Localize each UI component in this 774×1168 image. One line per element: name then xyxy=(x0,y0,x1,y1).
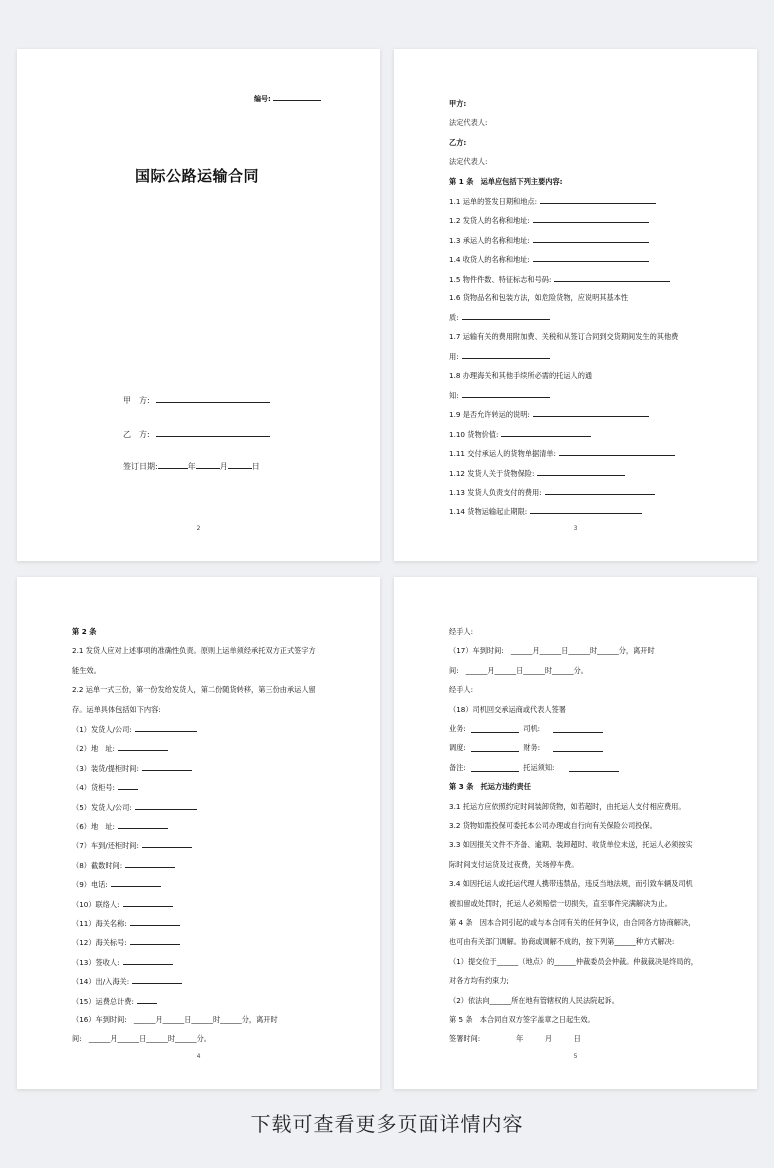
line-text: （4）货柜号: xyxy=(72,783,115,793)
contract-line xyxy=(449,448,675,458)
contract-line xyxy=(449,937,674,946)
fill-in-blank xyxy=(553,744,603,752)
contract-line xyxy=(449,724,540,733)
contract-line xyxy=(72,821,168,831)
line-text: （14）出/入海关: xyxy=(72,977,130,987)
fill-in-blank xyxy=(540,196,656,204)
contract-line xyxy=(72,840,192,850)
line-text: 1.11 交付承运人的货物单据清单: xyxy=(449,449,556,459)
contract-line xyxy=(449,487,655,497)
line-text: 间: ______月______日______时______分。 xyxy=(449,665,588,675)
line-text: 第 1 条 运单应包括下列主要内容: xyxy=(449,176,563,186)
contract-line xyxy=(449,390,550,400)
contract-line xyxy=(449,99,466,108)
line-text: 经手人: xyxy=(449,685,473,695)
contract-page-4 xyxy=(394,577,757,1089)
contract-line xyxy=(72,685,316,694)
fill-in-blank xyxy=(123,957,173,965)
line-text: （9）电话: xyxy=(72,880,108,890)
contract-line xyxy=(449,646,655,655)
contract-line xyxy=(449,235,649,245)
contract-line xyxy=(449,899,672,908)
contract-line xyxy=(449,351,550,361)
line-text: 能生效。 xyxy=(72,665,101,675)
line-text: （8）截数时间: xyxy=(72,860,123,870)
contract-line xyxy=(72,879,161,889)
contract-line xyxy=(449,685,473,694)
line-text: 第 4 条 因本合同引起的或与本合同有关的任何争议，由合同各方协商解决， xyxy=(449,918,696,927)
fill-in-blank xyxy=(123,899,173,907)
line-text: （1）发货人/公司: xyxy=(72,725,132,734)
contract-line xyxy=(449,293,628,302)
line-text: （10）联络人: xyxy=(72,899,120,909)
contract-line xyxy=(449,763,554,772)
line-text: 2.2 运单一式三份，第一份发给发货人，第二份随货转移，第三份由承运人留 xyxy=(72,685,316,695)
contract-line xyxy=(72,705,161,714)
line-text: （1）提交位于______（地点）的______仲裁委员会仲裁。仲裁裁决是终局的， xyxy=(449,956,698,966)
contract-line xyxy=(72,627,96,636)
line-text: 3.4 如因托运人或托运代理人携带违禁品，违反当地法规，而引致车辆及司机 xyxy=(449,879,693,889)
contract-line xyxy=(449,118,487,127)
line-text: 1.4 收货人的名称和地址: xyxy=(449,255,530,265)
fill-in-blank xyxy=(537,468,625,476)
line-text: （15）运费总计费: xyxy=(72,996,134,1006)
fill-in-blank xyxy=(135,724,197,732)
page-number: 2 xyxy=(196,525,201,532)
line-text: 乙方: xyxy=(449,137,467,147)
line-text: （11）海关名称: xyxy=(72,919,127,928)
fill-in-blank xyxy=(569,764,619,772)
contract-page-cover xyxy=(17,49,380,561)
document-title: 国际公路运输合同 xyxy=(135,167,260,185)
line-text: 1.14 货物运输起止期限: xyxy=(449,507,528,517)
line-text: 知: xyxy=(449,391,459,400)
line-text: 1.7 运输有关的费用附加费、关税和从签订合同到交货期间发生的其他费 xyxy=(449,331,679,341)
contract-line xyxy=(449,743,540,752)
line-text: 1.10 货物价值: xyxy=(449,429,499,439)
line-text: 也可由有关部门调解。协商或调解不成的，按下列第______种方式解决: xyxy=(449,937,675,947)
fill-in-blank xyxy=(118,743,168,751)
line-text: （2）地 址: xyxy=(72,744,115,754)
line-text: 1.1 运单的签发日期和地点: xyxy=(449,197,538,206)
line-text: 业务: 司机: xyxy=(449,724,541,733)
contract-line xyxy=(449,506,642,516)
contract-line xyxy=(449,627,473,636)
contract-line xyxy=(449,996,619,1005)
fill-in-blank xyxy=(130,937,180,945)
line-text: 1.9 是否允许转运的说明: xyxy=(449,410,530,420)
contract-line xyxy=(72,957,173,967)
fill-in-blank xyxy=(462,351,550,359)
contract-line xyxy=(72,802,197,812)
line-text: （2）依法向______所在地有管辖权的人民法院起诉。 xyxy=(449,995,619,1005)
contract-line xyxy=(449,879,693,888)
line-text: （12）海关标号: xyxy=(72,938,127,948)
fill-in-blank xyxy=(530,506,642,514)
fill-in-blank xyxy=(501,429,591,437)
contract-line xyxy=(449,802,686,811)
contract-line xyxy=(449,409,649,419)
contract-line xyxy=(72,646,316,655)
fill-in-blank xyxy=(118,782,138,790)
contract-line xyxy=(449,1034,581,1043)
contract-line xyxy=(72,996,157,1006)
line-text: 调度: 财务: xyxy=(449,743,541,753)
line-text: 第 5 条 本合同自双方签字盖章之日起生效。 xyxy=(449,1015,595,1024)
contract-page-2 xyxy=(394,49,757,561)
contract-line xyxy=(449,666,588,675)
fill-in-blank xyxy=(554,274,670,282)
line-text: 法定代表人: xyxy=(449,157,488,167)
line-text: 存。运单具体包括如下内容: xyxy=(72,704,161,714)
line-text: 1.6 货物品名和包装方法，如危险货物，应说明其基本性 xyxy=(449,293,629,302)
sign-date-line: 签订日期: 年 月 日 xyxy=(123,462,260,471)
contract-line xyxy=(72,860,175,870)
contract-line xyxy=(449,215,649,225)
fill-in-blank xyxy=(462,390,550,398)
line-text: 际时间支付运货及过夜费，关场停车费。 xyxy=(449,859,579,869)
contract-number-blank xyxy=(273,93,321,101)
contract-line xyxy=(72,1015,278,1024)
line-text: 签署时间: 年 月 日 xyxy=(449,1034,581,1044)
line-text: 1.5 物件件数、特征标志和号码: xyxy=(449,274,552,284)
line-text: 3.3 如因报关文件不齐备、逾期、装卸超时、收货单位未送，托运人必须按实 xyxy=(449,840,693,850)
contract-line xyxy=(72,918,180,928)
contract-line xyxy=(449,976,509,985)
fill-in-blank xyxy=(533,215,649,223)
line-text: 对各方均有约束力; xyxy=(449,976,509,986)
contract-page-3 xyxy=(17,577,380,1089)
fill-in-blank xyxy=(471,725,519,733)
contract-line xyxy=(449,468,625,478)
fill-in-blank xyxy=(533,254,649,262)
contract-line xyxy=(449,371,592,380)
fill-in-blank xyxy=(553,725,603,733)
fill-in-blank xyxy=(132,976,182,984)
line-text: 1.13 发货人负责支付的费用: xyxy=(449,488,542,497)
contract-line xyxy=(449,274,670,284)
line-text: （16）车到时间: ______月______日______时______分，离开时 xyxy=(72,1015,278,1024)
line-text: 1.8 办理海关和其他手续所必需的托运人的通 xyxy=(449,370,593,380)
fill-in-blank xyxy=(559,448,675,456)
fill-in-blank xyxy=(545,487,655,495)
contract-line xyxy=(449,429,591,439)
contract-line xyxy=(449,1015,595,1024)
line-text: 备注: 托运须知: xyxy=(449,762,555,772)
line-text: 甲方: xyxy=(449,99,467,108)
line-text: 质: xyxy=(449,313,459,323)
line-text: 2.1 发货人应对上述事项的准确性负责。原则上运单须经承托双方正式签字方 xyxy=(72,646,316,656)
contract-number: 编号: xyxy=(254,93,321,104)
contract-line xyxy=(449,782,531,791)
line-text: （7）车到/还柜时间: xyxy=(72,841,139,851)
fill-in-blank xyxy=(142,840,192,848)
contract-line xyxy=(449,821,657,830)
line-text: 1.12 发货人关于货物保险: xyxy=(449,468,535,478)
party-b-blank xyxy=(156,429,270,437)
page-number: 3 xyxy=(573,525,578,532)
line-text: 用: xyxy=(449,352,459,362)
fill-in-blank xyxy=(135,802,197,810)
fill-in-blank xyxy=(125,860,175,868)
contract-line xyxy=(72,899,173,909)
line-text: （13）签收人: xyxy=(72,957,120,967)
contract-line xyxy=(449,254,649,264)
fill-in-blank xyxy=(137,996,157,1004)
contract-line xyxy=(449,705,566,714)
party-b-line: 乙 方: xyxy=(123,429,270,440)
party-a-line: 甲 方: xyxy=(123,395,270,406)
contract-line xyxy=(72,724,197,734)
contract-line xyxy=(449,860,578,869)
contract-line xyxy=(72,743,168,753)
line-text: 3.2 货物如需投保可委托本公司办理或自行向有关保险公司投保。 xyxy=(449,821,657,830)
fill-in-blank xyxy=(462,312,550,320)
fill-in-blank xyxy=(471,764,519,772)
line-text: 法定代表人: xyxy=(449,118,488,128)
line-text: 第 2 条 xyxy=(72,627,97,636)
contract-line xyxy=(449,957,698,966)
contract-line xyxy=(449,138,466,147)
fill-in-blank xyxy=(142,763,192,771)
line-text: （6）地 址: xyxy=(72,822,115,831)
fill-in-blank xyxy=(471,744,519,752)
line-text: （3）装货/提柜时间: xyxy=(72,763,139,773)
line-text: 第 3 条 托运方违约责任 xyxy=(449,782,531,792)
contract-line xyxy=(72,937,180,947)
contract-line xyxy=(449,177,563,186)
line-text: 1.3 承运人的名称和地址: xyxy=(449,235,530,245)
line-text: （5）发货人/公司: xyxy=(72,802,132,812)
fill-in-blank xyxy=(533,409,649,417)
line-text: 经手人: xyxy=(449,627,473,636)
fill-in-blank xyxy=(130,918,180,926)
contract-line xyxy=(72,763,192,773)
contract-line xyxy=(449,196,656,206)
contract-line xyxy=(72,782,138,792)
contract-line xyxy=(72,976,182,986)
fill-in-blank xyxy=(111,879,161,887)
page-number: 5 xyxy=(573,1053,578,1060)
contract-line xyxy=(449,840,693,849)
fill-in-blank xyxy=(533,235,649,243)
download-more-notice[interactable]: 下载可查看更多页面详情内容 xyxy=(250,1112,524,1136)
party-a-blank xyxy=(156,395,270,403)
fill-in-blank xyxy=(118,821,168,829)
line-text: 被扣留或处罚时，托运人必须赔偿一切损失，直至事件完满解决为止。 xyxy=(449,898,672,908)
contract-line xyxy=(72,666,101,675)
contract-line xyxy=(449,332,678,341)
contract-line xyxy=(449,312,550,322)
line-text: 1.2 发货人的名称和地址: xyxy=(449,216,530,226)
page-number: 4 xyxy=(196,1053,201,1060)
contract-line xyxy=(72,1034,211,1043)
line-text: （17）车到时间: ______月______日______时______分，离开时 xyxy=(449,646,655,656)
contract-line xyxy=(449,157,487,166)
line-text: （18）司机回交承运商或代表人签署 xyxy=(449,704,566,714)
contract-line xyxy=(449,918,695,927)
line-text: 间: ______月______日______时______分。 xyxy=(72,1034,211,1044)
line-text: 3.1 托运方应依照约定时间装卸货物，如若超时，由托运人支付相应费用。 xyxy=(449,801,686,811)
